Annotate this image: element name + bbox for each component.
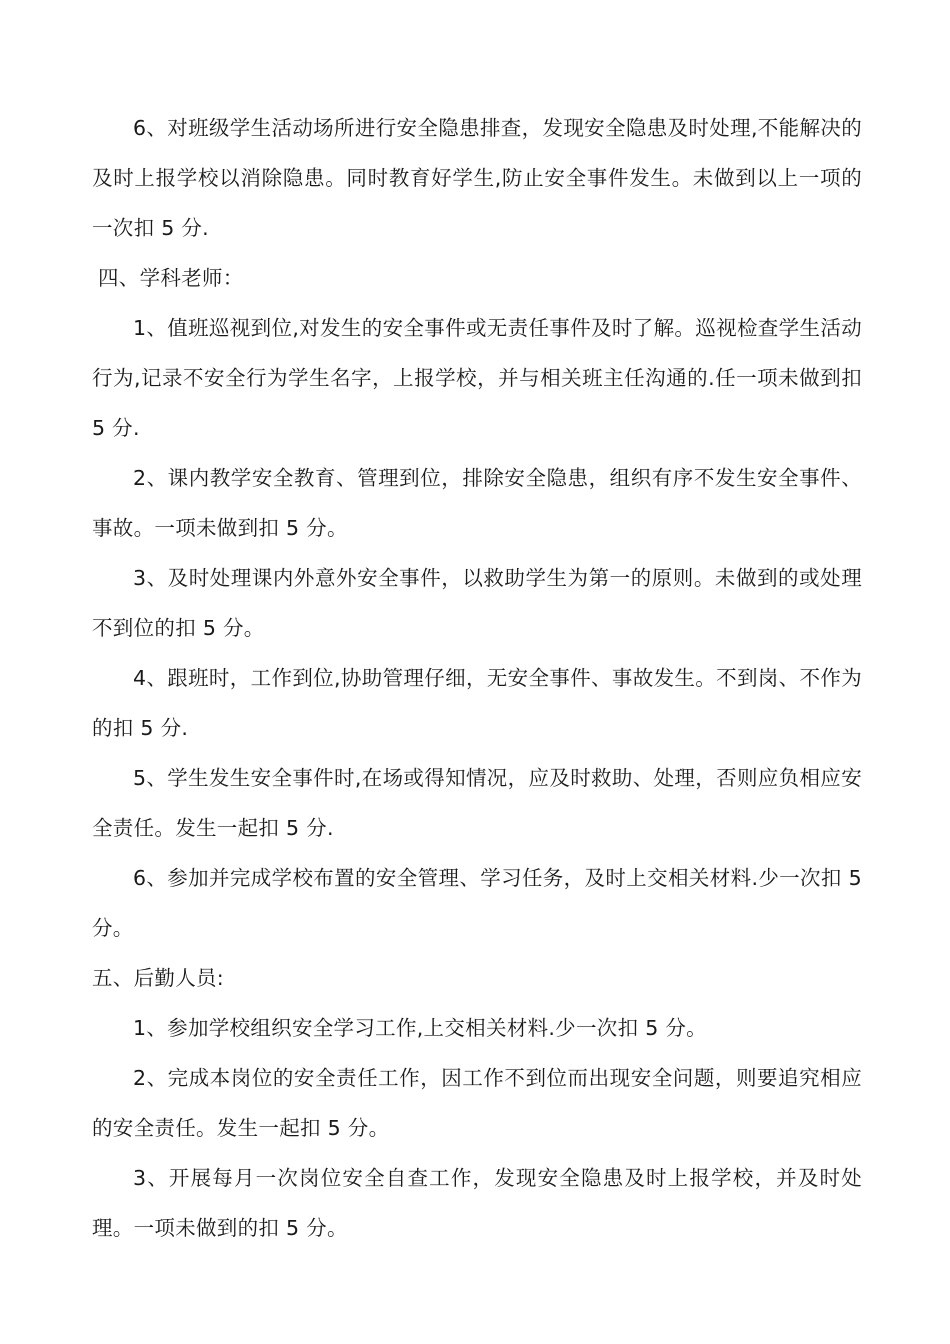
paragraph-3-6: 6、对班级学生活动场所进行安全隐患排查，发现安全隐患及时处理,不能解决的及时上报学校以消除隐患。同时教育好学生,防止安全事件发生。未做到以上一项的一次扣 5 分. bbox=[92, 116, 862, 240]
paragraph-4-1: 1、值班巡视到位,对发生的安全事件或无责任事件及时了解。巡视检查学生活动行为,记录不安全行为学生名字，上报学校，并与相关班主任沟通的.任一项未做到扣 5 分. bbox=[92, 316, 862, 440]
section-heading-logistics-staff: 五、后勤人员: bbox=[92, 966, 225, 990]
section-heading-subject-teachers: 四、学科老师： bbox=[98, 266, 244, 290]
paragraph-4-5: 5、学生发生安全事件时,在场或得知情况，应及时救助、处理，否则应负相应安全责任。发生一起扣 5 分. bbox=[92, 766, 862, 840]
paragraph-5-2: 2、完成本岗位的安全责任工作，因工作不到位而出现安全问题，则要追究相应的安全责任。发生一起扣 5 分。 bbox=[92, 1066, 862, 1140]
paragraph-4-4: 4、跟班时，工作到位,协助管理仔细，无安全事件、事故发生。不到岗、不作为的扣 5 分. bbox=[92, 666, 862, 740]
paragraph-4-6: 6、参加并完成学校布置的安全管理、学习任务，及时上交相关材料.少一次扣 5 分。 bbox=[92, 866, 862, 940]
paragraph-4-2: 2、课内教学安全教育、管理到位，排除安全隐患，组织有序不发生安全事件、事故。一项未做到扣 5 分。 bbox=[92, 466, 862, 540]
document-body bbox=[92, 103, 862, 1253]
paragraph-5-1: 1、参加学校组织安全学习工作,上交相关材料.少一次扣 5 分。 bbox=[133, 1016, 707, 1040]
paragraph-4-3: 3、及时处理课内外意外安全事件，以救助学生为第一的原则。未做到的或处理不到位的扣 5 分。 bbox=[92, 566, 862, 640]
paragraph-5-3: 3、开展每月一次岗位安全自查工作，发现安全隐患及时上报学校，并及时处理。一项未做到的扣 5 分。 bbox=[92, 1166, 862, 1240]
